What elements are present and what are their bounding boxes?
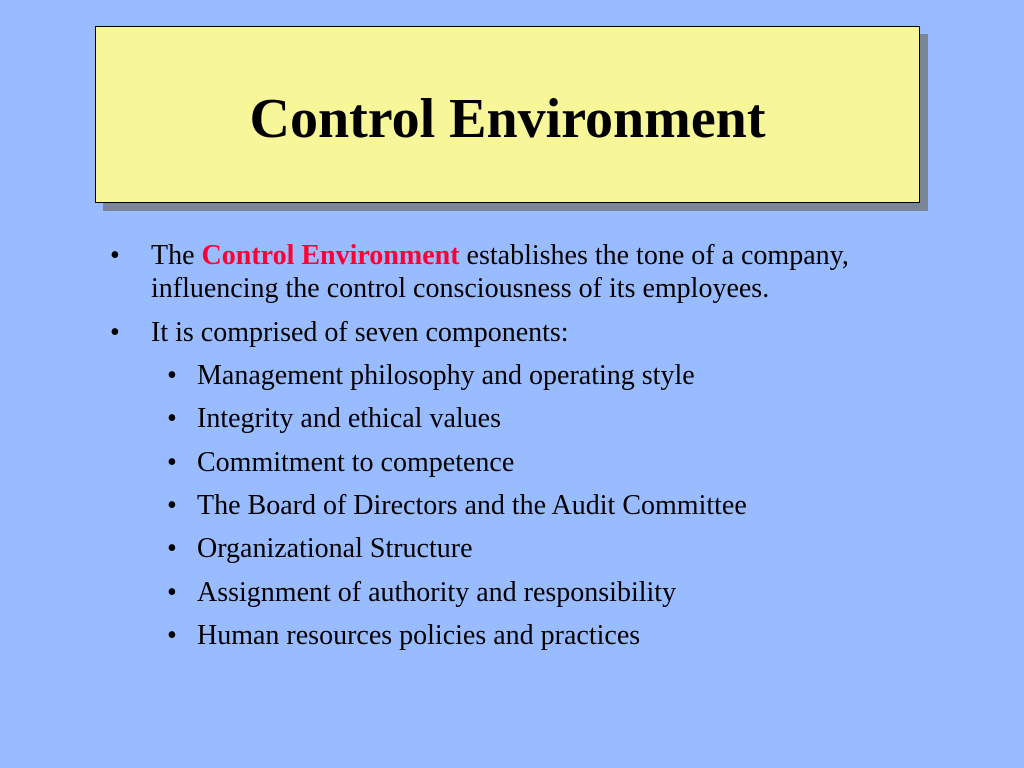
bullet-dot-icon: •: [167, 489, 177, 521]
sub-bullet-item: [110, 402, 910, 435]
component-text: Human resources policies and practices: [197, 619, 641, 651]
bullet-dot-icon: •: [167, 619, 177, 651]
component-text: Organizational Structure: [197, 533, 473, 565]
sub-bullet-item: [110, 489, 910, 522]
bullet-list: [110, 239, 910, 662]
component-text: The Board of Directors and the Audit Committee: [197, 489, 747, 521]
sub-bullet-item: [110, 532, 910, 565]
bullet-dot-icon: •: [167, 403, 177, 435]
component-text: Management philosophy and operating style: [197, 359, 695, 391]
bullet-item: [110, 316, 910, 349]
component-text: Assignment of authority and responsibility: [197, 576, 677, 608]
bullet-text-suffix: establishes the tone of a company, influencing the control consciousness of its employees.: [151, 240, 849, 305]
sub-bullet-item: [110, 619, 910, 652]
bullet-dot-icon: •: [167, 576, 177, 608]
component-text: Commitment to competence: [197, 446, 515, 478]
component-text: Integrity and ethical values: [197, 403, 501, 435]
highlighted-term: Control Environment: [201, 240, 460, 271]
bullet-dot-icon: •: [167, 533, 177, 565]
bullet-text-prefix: The: [151, 240, 202, 271]
bullet-dot-icon: •: [110, 316, 120, 348]
sub-bullet-item: [110, 576, 910, 609]
bullet-dot-icon: •: [167, 359, 177, 391]
sub-bullet-item: [110, 446, 910, 479]
bullet-dot-icon: •: [167, 446, 177, 478]
slide-title: Control Environment: [249, 87, 766, 150]
bullet-text: It is comprised of seven components:: [151, 316, 569, 348]
bullet-item: [110, 239, 910, 306]
bullet-dot-icon: •: [110, 240, 120, 271]
title-box: [95, 26, 920, 203]
sub-bullet-item: [110, 359, 910, 392]
